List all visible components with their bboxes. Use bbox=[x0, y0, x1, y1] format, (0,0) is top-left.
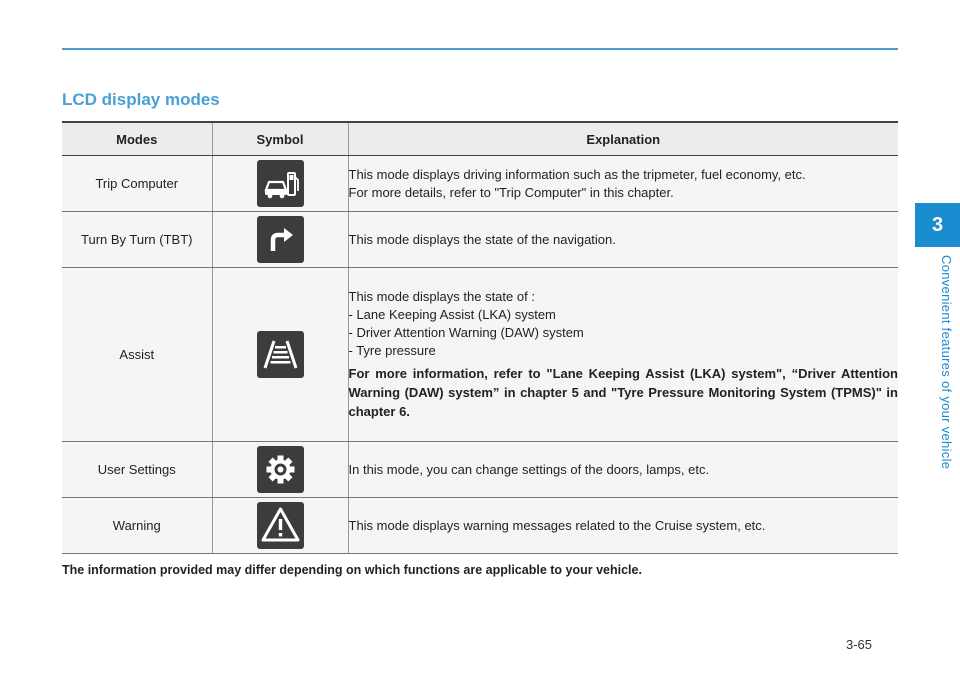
table-row bbox=[62, 442, 898, 498]
explanation-line: This mode displays driving information such as the tripmeter, fuel economy, etc. bbox=[348, 166, 806, 182]
section-title: LCD display modes bbox=[62, 90, 220, 109]
symbol-cell bbox=[212, 268, 348, 442]
top-rule bbox=[62, 48, 898, 50]
explanation-line: This mode displays warning messages related to the Cruise system, etc. bbox=[348, 517, 766, 533]
header-symbol: Symbol bbox=[212, 122, 348, 156]
chapter-title: Convenient features of your vehicle bbox=[939, 255, 954, 470]
turn-right-arrow-icon bbox=[257, 216, 304, 263]
mode-name: Assist bbox=[62, 268, 212, 442]
explanation-cell bbox=[348, 442, 898, 498]
warning-triangle-icon bbox=[257, 502, 304, 549]
page-number: 3-65 bbox=[846, 637, 873, 652]
trip-computer-icon bbox=[257, 160, 304, 207]
mode-name: User Settings bbox=[62, 442, 212, 498]
mode-name: Turn By Turn (TBT) bbox=[62, 212, 212, 268]
table-row bbox=[62, 212, 898, 268]
chapter-number-tab: 3 bbox=[915, 203, 960, 247]
explanation-line: For more details, refer to "Trip Computer" in this chapter. bbox=[348, 184, 674, 200]
explanation-line: - Driver Attention Warning (DAW) system bbox=[348, 325, 584, 340]
explanation-cell bbox=[348, 156, 898, 212]
table-row bbox=[62, 156, 898, 212]
footnote: The information provided may differ depending on which functions are applicable to your vehicle. bbox=[62, 563, 642, 577]
symbol-cell bbox=[212, 156, 348, 212]
lane-assist-icon bbox=[257, 331, 304, 378]
header-explanation: Explanation bbox=[348, 122, 898, 156]
explanation-line: This mode displays the state of : bbox=[348, 289, 535, 304]
table-header-row bbox=[62, 122, 898, 156]
table-row bbox=[62, 498, 898, 554]
explanation-line: In this mode, you can change settings of the doors, lamps, etc. bbox=[348, 461, 710, 477]
table-row bbox=[62, 268, 898, 442]
explanation-line: - Lane Keeping Assist (LKA) system bbox=[348, 307, 556, 322]
explanation-cell bbox=[348, 268, 898, 442]
gear-icon bbox=[257, 446, 304, 493]
mode-name: Warning bbox=[62, 498, 212, 554]
header-modes: Modes bbox=[62, 122, 212, 156]
explanation-line: - Tyre pressure bbox=[348, 343, 436, 358]
symbol-cell bbox=[212, 498, 348, 554]
explanation-note: For more information, refer to "Lane Keeping Assist (LKA) system", “Driver Attention Warning (DAW) system” in chapter 5 and "Tyre Pressure Monitoring System (TPMS)" in chapter 6. bbox=[348, 366, 898, 419]
explanation-cell bbox=[348, 498, 898, 554]
explanation-cell bbox=[348, 212, 898, 268]
mode-name: Trip Computer bbox=[62, 156, 212, 212]
explanation-line: This mode displays the state of the navigation. bbox=[348, 231, 616, 247]
modes-table bbox=[62, 121, 898, 554]
symbol-cell bbox=[212, 212, 348, 268]
chapter-title-vertical bbox=[937, 255, 957, 490]
symbol-cell bbox=[212, 442, 348, 498]
